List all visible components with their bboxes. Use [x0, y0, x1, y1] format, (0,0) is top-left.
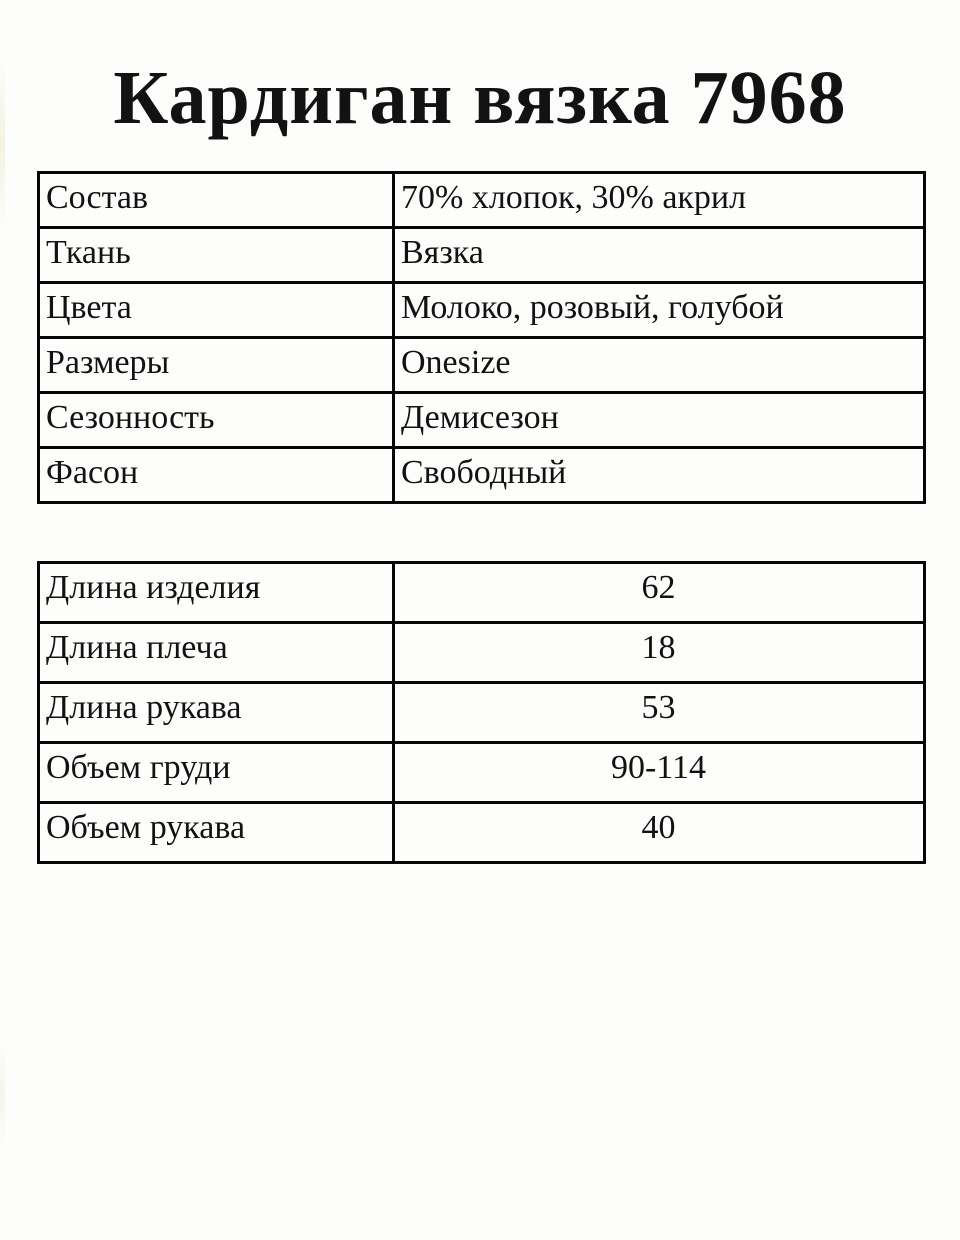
spec-value: Вязка — [394, 228, 925, 283]
measurement-value: 90-114 — [394, 743, 925, 803]
measurement-value: 18 — [394, 623, 925, 683]
spec-label: Цвета — [39, 283, 394, 338]
product-specs-table — [37, 171, 926, 504]
spec-label: Сезонность — [39, 393, 394, 448]
measurement-value: 40 — [394, 803, 925, 863]
measurements-table — [37, 561, 926, 864]
spec-row — [39, 173, 925, 228]
spec-row — [39, 338, 925, 393]
spec-value: Демисезон — [394, 393, 925, 448]
measurement-row — [39, 803, 925, 863]
measurement-row — [39, 683, 925, 743]
spec-value: 70% хлопок, 30% акрил — [394, 173, 925, 228]
spec-label: Размеры — [39, 338, 394, 393]
measurement-label: Длина рукава — [39, 683, 394, 743]
measurement-row — [39, 563, 925, 623]
spec-row — [39, 448, 925, 503]
spec-label: Фасон — [39, 448, 394, 503]
measurement-value: 62 — [394, 563, 925, 623]
page-title: Кардиган вязка 7968 — [113, 56, 847, 140]
spec-row — [39, 228, 925, 283]
spec-row — [39, 393, 925, 448]
measurement-label: Объем рукава — [39, 803, 394, 863]
spec-value: Молоко, розовый, голубой — [394, 283, 925, 338]
spec-row — [39, 283, 925, 338]
measurement-row — [39, 743, 925, 803]
spec-value: Onesize — [394, 338, 925, 393]
scan-artifact-lower — [0, 1040, 5, 1150]
spec-label: Ткань — [39, 228, 394, 283]
measurement-label: Объем груди — [39, 743, 394, 803]
measurement-value: 53 — [394, 683, 925, 743]
measurement-label: Длина изделия — [39, 563, 394, 623]
spec-label: Состав — [39, 173, 394, 228]
measurement-label: Длина плеча — [39, 623, 394, 683]
spec-value: Свободный — [394, 448, 925, 503]
measurement-row — [39, 623, 925, 683]
